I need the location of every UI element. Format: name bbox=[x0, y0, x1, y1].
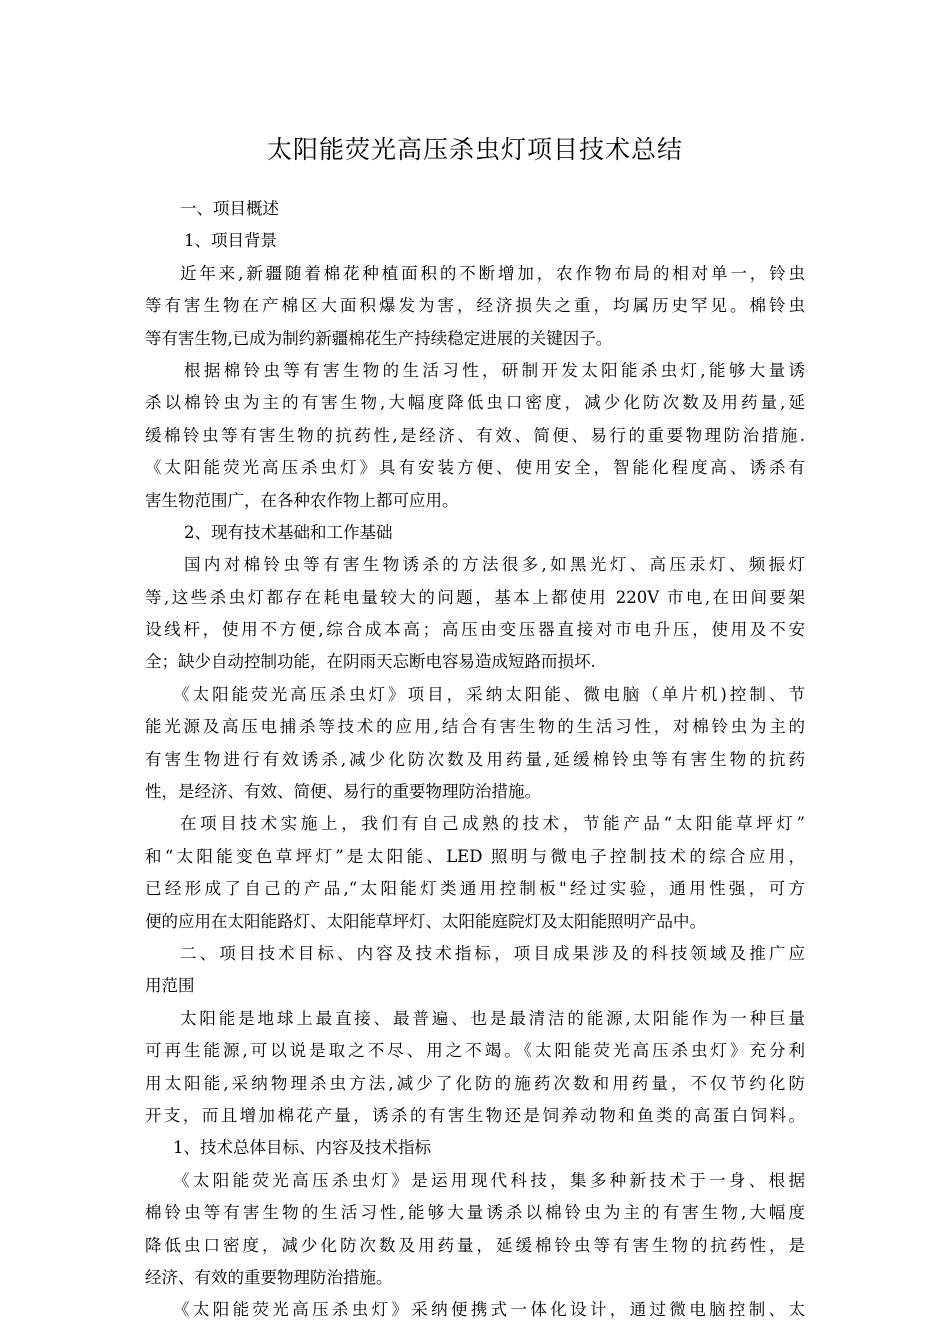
paragraph-line: 便的应用在太阳能路灯、太阳能草坪灯、太阳能庭院灯及太阳能照明产品中。 bbox=[145, 911, 706, 931]
subsection-heading: 2、现有技术基础和工作基础 bbox=[184, 522, 393, 542]
subsection-heading: 1、项目背景 bbox=[184, 231, 277, 251]
paragraph-line: 有害生物进行有效诱杀,减少化防次数及用药量,延缓棉铃虫等有害生物的抗药 bbox=[145, 749, 805, 769]
paragraph-line: 开支，而且增加棉花产量，诱杀的有害生物还是饲养动物和鱼类的高蛋白饲料。 bbox=[145, 1105, 805, 1125]
paragraph-line: 等有害生物在产棉区大面积爆发为害，经济损失之重，均属历史罕见。棉铃虫 bbox=[145, 296, 805, 316]
paragraph-line: 根据棉铃虫等有害生物的生活习性，研制开发太阳能杀虫灯,能够大量诱 bbox=[184, 360, 805, 380]
paragraph-line: 等有害生物,已成为制约新疆棉花生产持续稳定进展的关键因子。 bbox=[145, 328, 613, 348]
paragraph-line: 和“太阳能变色草坪灯”是太阳能、LED 照明与微电子控制技术的综合应用， bbox=[145, 846, 805, 866]
paragraph-line: 太阳能是地球上最直接、最普遍、也是最清洁的能源,太阳能作为一种巨量 bbox=[180, 1008, 805, 1028]
paragraph-line: 已经形成了自己的产品,“太阳能灯类通用控制板"经过实验，通用性强，可方 bbox=[145, 879, 805, 899]
paragraph-line: 能光源及高压电捕杀等技术的应用,结合有害生物的生活习性，对棉铃虫为主的 bbox=[145, 717, 805, 737]
paragraph-line: 国内对棉铃虫等有害生物诱杀的方法很多,如黑光灯、高压汞灯、频振灯 bbox=[184, 555, 805, 575]
paragraph-line: 近年来,新疆随着棉花种植面积的不断增加，农作物布局的相对单一，铃虫 bbox=[180, 263, 805, 283]
paragraph-line: 全；缺少自动控制功能，在阴雨天忘断电容易造成短路而损坏. bbox=[145, 652, 596, 672]
paragraph-line: 《太阳能荧光高压杀虫灯》是运用现代科技，集多种新技术于一身、根据 bbox=[173, 1170, 805, 1190]
paragraph-line: 降低虫口密度，减少化防次数及用药量，延缓棉铃虫等有害生物的抗药性，是 bbox=[145, 1235, 805, 1255]
paragraph-line: 经济、有效的重要物理防治措施。 bbox=[145, 1267, 393, 1287]
paragraph-line: 性，是经济、有效、简便、易行的重要物理防治措施。 bbox=[145, 782, 541, 802]
paragraph-line: 《太阳能荧光高压杀虫灯》项目，采纳太阳能、微电脑（单片机)控制、节 bbox=[173, 684, 805, 704]
subsection-heading: 1、技术总体目标、内容及技术指标 bbox=[173, 1138, 431, 1158]
document-body bbox=[145, 193, 805, 1327]
document-title: 太阳能荧光高压杀虫灯项目技术总结 bbox=[266, 135, 683, 164]
paragraph-line: 可再生能源,可以说是取之不尽、用之不竭。《太阳能荧光高压杀虫灯》充分利 bbox=[145, 1041, 805, 1061]
paragraph-line: 等,这些杀虫灯都存在耗电量较大的问题，基本上都使用 220V 市电,在田间要架 bbox=[145, 587, 805, 607]
paragraph-line: 在项目技术实施上，我们有自己成熟的技术，节能产品“太阳能草坪灯” bbox=[180, 814, 805, 834]
section-heading: 一、项目概述 bbox=[180, 199, 279, 218]
paragraph-line: 用太阳能,采纳物理杀虫方法,减少了化防的施药次数和用药量，不仅节约化防 bbox=[145, 1073, 805, 1093]
paragraph-line: 《太阳能荧光高压杀虫灯》采纳便携式一体化设计，通过微电脑控制、太 bbox=[173, 1300, 805, 1320]
paragraph-line: 害生物范围广，在各种农作物上都可应用。 bbox=[145, 490, 459, 510]
paragraph-line: 设线杆，使用不方便,综合成本高；高压由变压器直接对市电升压，使用及不安 bbox=[145, 620, 805, 640]
paragraph-line: 棉铃虫等有害生物的生活习性,能够大量诱杀以棉铃虫为主的有害生物,大幅度 bbox=[145, 1203, 805, 1223]
section-heading-continued: 用范围 bbox=[145, 976, 195, 996]
paragraph-line: 《太阳能荧光高压杀虫灯》具有安装方便、使用安全，智能化程度高、诱杀有 bbox=[145, 458, 805, 478]
paragraph-line: 缓棉铃虫等有害生物的抗药性,是经济、有效、简便、易行的重要物理防治措施. bbox=[145, 425, 805, 445]
section-heading: 二、项目技术目标、内容及技术指标，项目成果涉及的科技领域及推广应 bbox=[180, 943, 805, 963]
paragraph-line: 杀以棉铃虫为主的有害生物,大幅度降低虫口密度，减少化防次数及用药量,延 bbox=[145, 393, 805, 413]
